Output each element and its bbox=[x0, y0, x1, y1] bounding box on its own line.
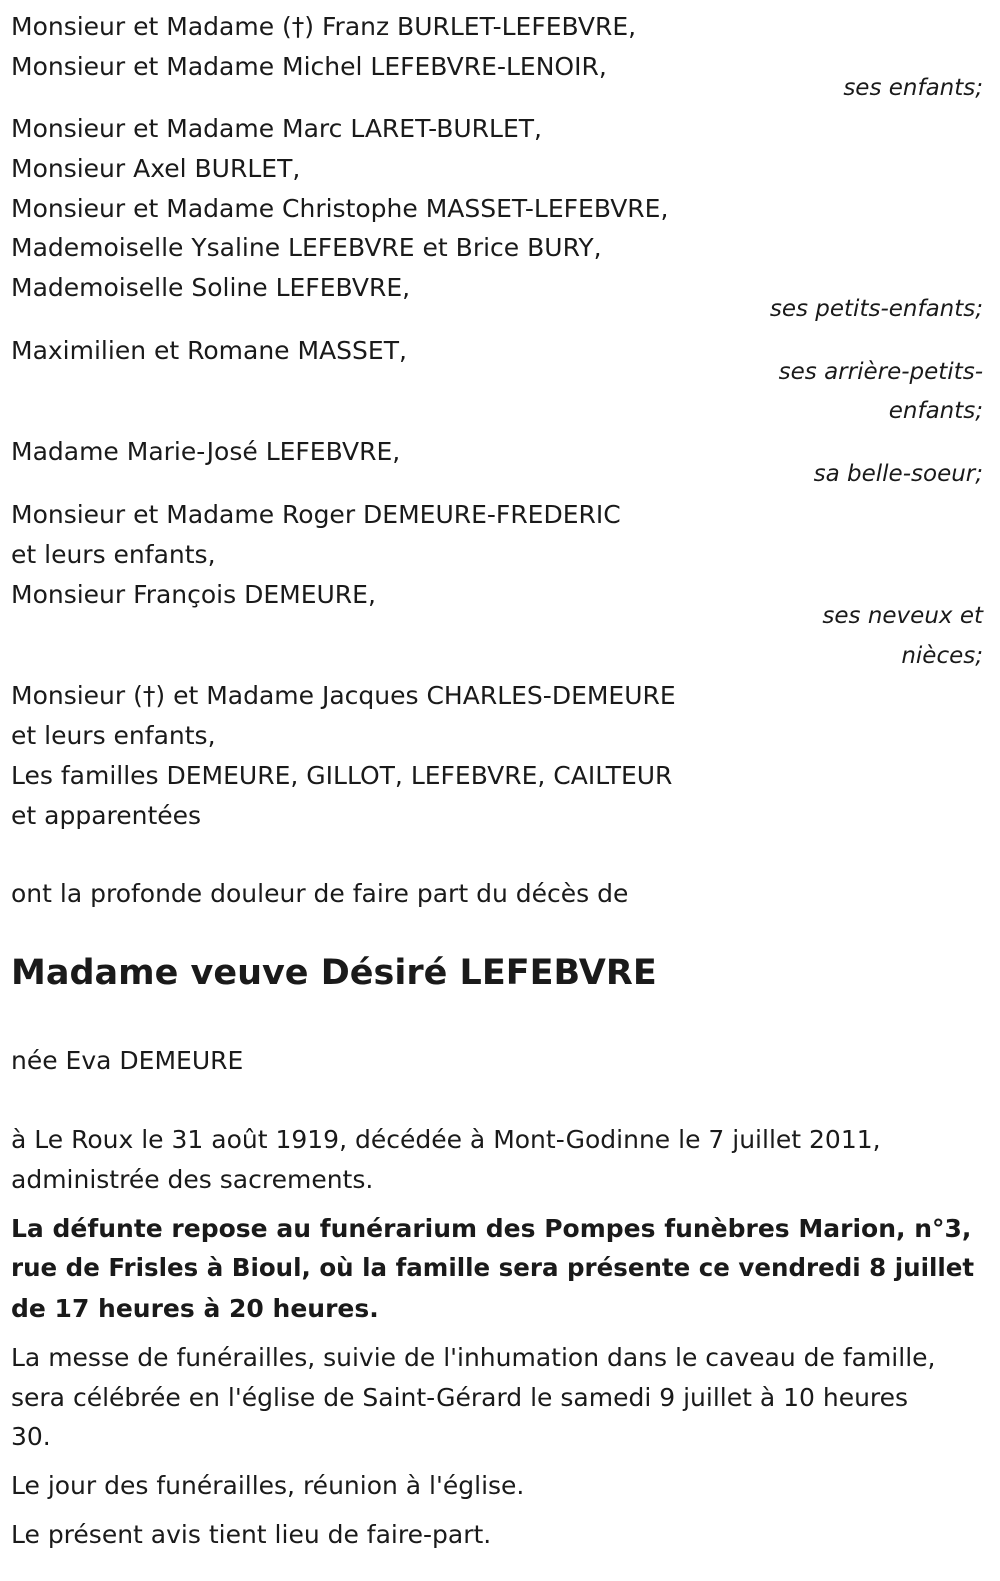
messe-line: sera célébrée en l'église de Saint-Gérard le samedi 9 juillet à 10 heures bbox=[11, 1383, 909, 1412]
relation-label: ses enfants; bbox=[843, 75, 983, 101]
family-line: Monsieur François DEMEURE, bbox=[11, 580, 376, 609]
family-line: Mademoiselle Soline LEFEBVRE, bbox=[11, 273, 411, 302]
funerarium-line: de 17 heures à 20 heures. bbox=[11, 1294, 379, 1323]
announcement-text: ont la profonde douleur de faire part du décès de bbox=[11, 879, 629, 908]
family-line: Monsieur et Madame Marc LARET-BURLET, bbox=[11, 114, 542, 143]
family-line: Monsieur (†) et Madame Jacques CHARLES-DEMEURE bbox=[11, 681, 676, 710]
detail-line: administrée des sacrements. bbox=[11, 1165, 374, 1194]
relation-label: ses arrière-petits- bbox=[778, 359, 983, 385]
deceased-name: Madame veuve Désiré LEFEBVRE bbox=[11, 953, 657, 993]
family-line: et leurs enfants, bbox=[11, 540, 216, 569]
family-line: Maximilien et Romane MASSET, bbox=[11, 336, 407, 365]
family-line: Les familles DEMEURE, GILLOT, LEFEBVRE, CAILTEUR bbox=[11, 761, 673, 790]
family-line: Monsieur et Madame Christophe MASSET-LEFEBVRE, bbox=[11, 194, 669, 223]
family-line: Monsieur et Madame Roger DEMEURE-FREDERIC bbox=[11, 500, 621, 529]
family-line: et leurs enfants, bbox=[11, 721, 216, 750]
relation-label: ses neveux et bbox=[822, 603, 983, 629]
relation-label: enfants; bbox=[888, 398, 983, 424]
family-line: et apparentées bbox=[11, 801, 202, 830]
messe-line: 30. bbox=[11, 1422, 51, 1451]
funerarium-line: rue de Frisles à Bioul, où la famille sera présente ce vendredi 8 juillet bbox=[11, 1253, 975, 1282]
relation-label: nièces; bbox=[901, 643, 983, 669]
messe-line: La messe de funérailles, suivie de l'inhumation dans le caveau de famille, bbox=[11, 1343, 936, 1372]
relation-label: ses petits-enfants; bbox=[769, 296, 983, 322]
birth-name: née Eva DEMEURE bbox=[11, 1046, 244, 1075]
funerarium-line: La défunte repose au funérarium des Pompes funèbres Marion, n°3, bbox=[11, 1214, 972, 1243]
family-line: Mademoiselle Ysaline LEFEBVRE et Brice BURY, bbox=[11, 233, 602, 262]
reunion-text: Le jour des funérailles, réunion à l'église. bbox=[11, 1471, 525, 1500]
family-line: Monsieur et Madame (†) Franz BURLET-LEFEBVRE, bbox=[11, 12, 637, 41]
family-line: Monsieur Axel BURLET, bbox=[11, 154, 301, 183]
avis-text: Le présent avis tient lieu de faire-part. bbox=[11, 1520, 492, 1549]
family-line: Madame Marie-José LEFEBVRE, bbox=[11, 437, 401, 466]
detail-line: à Le Roux le 31 août 1919, décédée à Mont-Godinne le 7 juillet 2011, bbox=[11, 1125, 881, 1154]
family-line: Monsieur et Madame Michel LEFEBVRE-LENOIR, bbox=[11, 52, 607, 81]
relation-label: sa belle-soeur; bbox=[813, 461, 983, 487]
